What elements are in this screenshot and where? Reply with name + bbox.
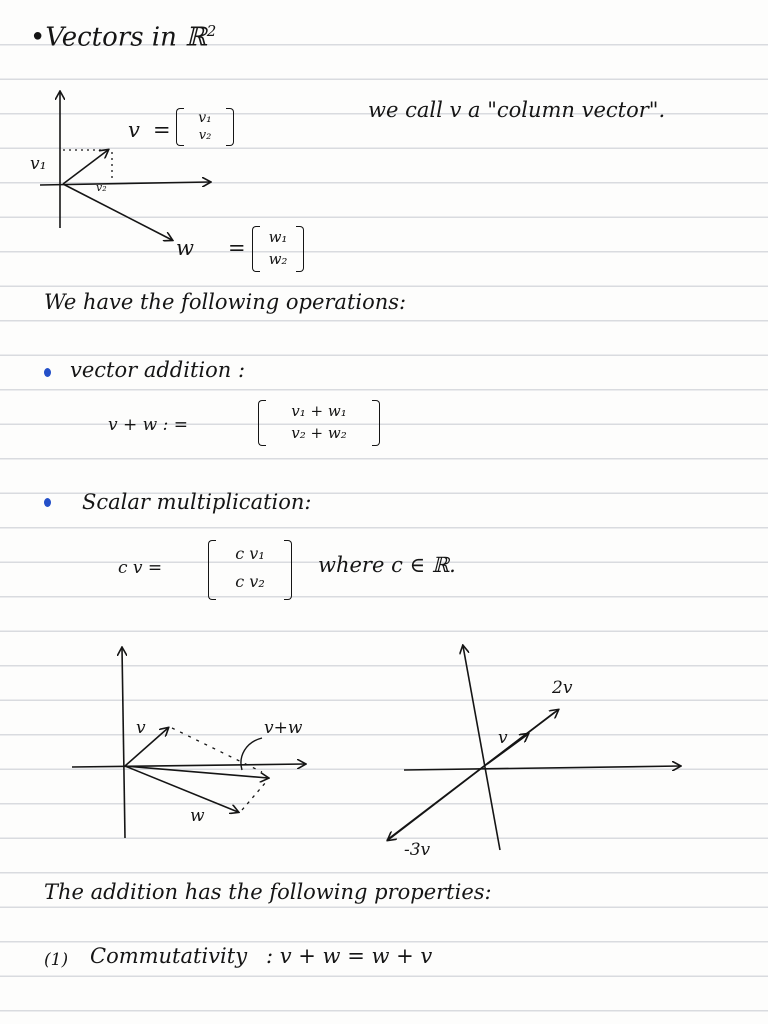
fig3-label-neg3v: -3v xyxy=(404,840,431,860)
fig3-label-v: v xyxy=(498,728,508,748)
fig2-vector-v xyxy=(125,728,168,766)
scalar-matrix-row2: c v₂ xyxy=(235,572,265,591)
heading-scalar-multiplication: Scalar multiplication: xyxy=(82,490,312,514)
fig1-label-v: v xyxy=(128,118,140,142)
scalar-lhs: c v = xyxy=(118,558,163,578)
fig1-equals-w: = xyxy=(228,236,246,260)
fig2-vector-w xyxy=(125,766,238,812)
title-superscript: 2 xyxy=(206,22,217,40)
fig1-label-w: w xyxy=(176,236,194,260)
figure-scalar-multiples xyxy=(387,646,680,850)
fig1-label-v2: v₂ xyxy=(96,181,107,194)
note-column-vector: we call v a "column vector". xyxy=(368,98,666,122)
heading-vector-addition: vector addition : xyxy=(70,358,246,382)
fig1-matrix-v-row2: v₂ xyxy=(198,128,212,143)
fig2-label-v: v xyxy=(136,718,146,738)
property1-number: (1) xyxy=(44,950,69,970)
fig2-label-sum: v+w xyxy=(264,718,303,738)
figure-vector-addition xyxy=(72,648,305,838)
fig2-x-axis xyxy=(72,764,305,767)
title-text: •Vectors in ℝ xyxy=(30,22,207,53)
fig3-x-axis xyxy=(404,766,680,770)
fig2-vector-sum xyxy=(125,766,268,778)
scalar-where: where c ∈ ℝ. xyxy=(318,553,456,577)
addition-matrix-row2: v₂ + w₂ xyxy=(291,424,347,442)
addition-matrix-row1: v₁ + w₁ xyxy=(291,402,347,420)
fig1-equals-v: = xyxy=(153,118,171,142)
addition-lhs: v + w : = xyxy=(108,415,188,435)
fig1-matrix-w-row1: w₁ xyxy=(268,228,288,246)
properties-heading: The addition has the following properties: xyxy=(44,880,492,904)
fig1-label-v1: v₁ xyxy=(30,154,47,174)
scalar-matrix-row1: c v₁ xyxy=(235,544,265,563)
fig2-y-axis xyxy=(122,648,125,838)
fig3-label-2v: 2v xyxy=(552,678,573,698)
note-operations: We have the following operations: xyxy=(44,290,407,314)
fig2-dotted-from-w xyxy=(242,782,266,810)
fig2-label-w: w xyxy=(190,806,205,826)
property1-name: Commutativity xyxy=(90,944,248,968)
fig1-matrix-v-row1: v₁ xyxy=(198,110,212,126)
fig1-matrix-w-row2: w₂ xyxy=(268,250,288,268)
fig3-y-axis xyxy=(463,646,500,850)
property1-formula: : v + w = w + v xyxy=(266,944,433,968)
fig3-vector-neg3v xyxy=(388,764,487,840)
